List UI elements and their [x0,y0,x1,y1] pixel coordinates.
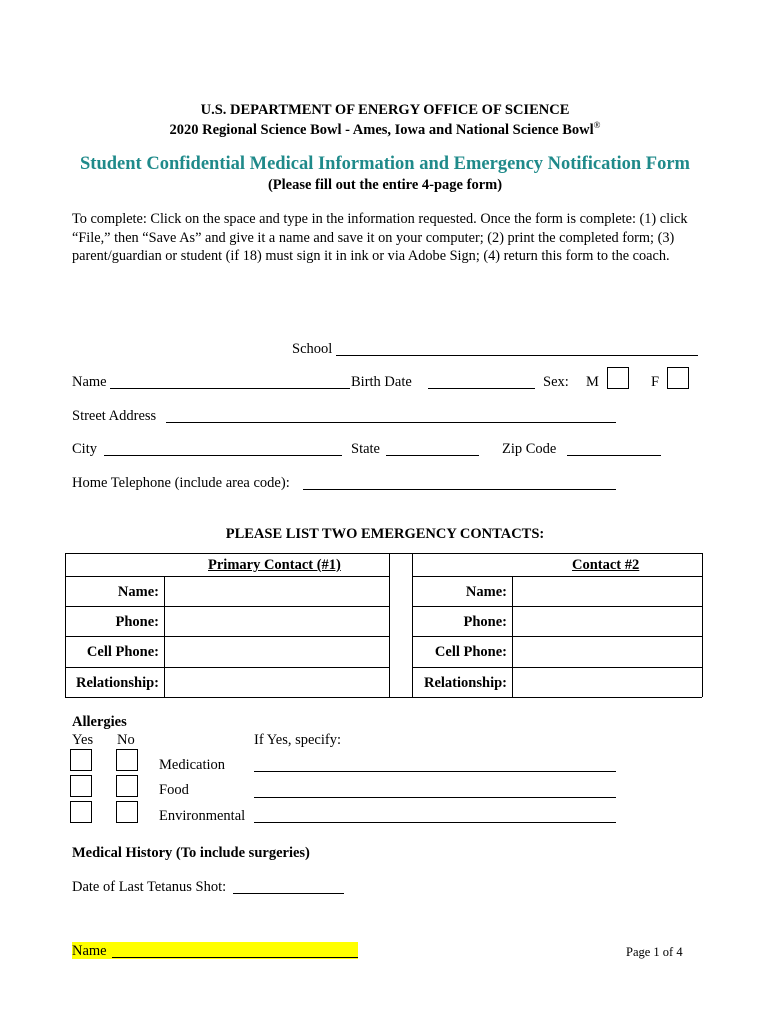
secondary-cell-input[interactable] [514,638,700,665]
medication-no-checkbox[interactable] [116,749,138,771]
allergies-specify-label: If Yes, specify: [254,732,341,748]
zip-label: Zip Code [502,441,557,457]
food-no-checkbox[interactable] [116,775,138,797]
registered-mark: ® [593,120,601,130]
environmental-field[interactable] [254,822,616,823]
sex-m-checkbox[interactable] [607,367,629,389]
street-field[interactable] [166,422,616,423]
medical-history-heading: Medical History (To include surgeries) [72,845,310,861]
home-phone-field[interactable] [303,489,616,490]
state-label: State [351,441,380,457]
state-field[interactable] [386,455,479,456]
primary-name-label: Name: [117,584,159,600]
secondary-name-input[interactable] [514,578,700,605]
street-label: Street Address [72,408,157,424]
medication-field[interactable] [254,771,616,772]
contacts-heading: PLEASE LIST TWO EMERGENCY CONTACTS: [225,526,545,542]
city-label: City [72,441,97,457]
agency-header: U.S. DEPARTMENT OF ENERGY OFFICE OF SCIENCE [200,102,570,118]
secondary-phone-label: Phone: [463,614,507,630]
footer-name-label: Name [72,943,107,959]
secondary-phone-input[interactable] [514,608,700,635]
primary-relationship-input[interactable] [166,669,387,696]
sex-f-checkbox[interactable] [667,367,689,389]
footer-name-field[interactable] [112,957,358,958]
sex-f-label: F [651,374,660,390]
food-field[interactable] [254,797,616,798]
home-phone-label: Home Telephone (include area code): [72,475,290,491]
food-yes-checkbox[interactable] [70,775,92,797]
primary-contact-header: Primary Contact (#1) [208,557,341,573]
event-header-text: 2020 Regional Science Bowl - Ames, Iowa and National Science Bowl [169,121,594,138]
primary-phone-label: Phone: [115,614,159,630]
tetanus-field[interactable] [233,893,344,894]
secondary-name-label: Name: [465,584,507,600]
page-number: Page 1 of 4 [626,945,683,959]
environmental-label: Environmental [159,808,246,824]
primary-phone-input[interactable] [166,608,387,635]
allergies-no-label: No [117,732,135,748]
name-label: Name [72,374,107,390]
primary-cell-input[interactable] [166,638,387,665]
instructions-text: To complete: Click on the space and type in the information requested. Once the form is complete: (1) click “File,” then “Save As” and give it a name and save it on your computer; (2) print the completed form; (3) parent/guardian or student (if 18) must sign it in ink or via Adobe Sign; (4) return this form to the coach. [72,211,688,265]
environmental-yes-checkbox[interactable] [70,801,92,823]
school-label: School [292,341,333,357]
allergies-yes-label: Yes [72,732,94,748]
medication-label: Medication [159,757,226,773]
birth-date-field[interactable] [428,388,535,389]
tetanus-label: Date of Last Tetanus Shot: [72,879,227,895]
secondary-relationship-input[interactable] [514,669,700,696]
environmental-no-checkbox[interactable] [116,801,138,823]
birth-date-label: Birth Date [351,374,412,390]
medication-yes-checkbox[interactable] [70,749,92,771]
secondary-relationship-label: Relationship: [424,675,507,691]
name-field[interactable] [110,388,350,389]
secondary-cell-label: Cell Phone: [434,644,507,660]
sex-m-label: M [586,374,599,390]
sex-label: Sex: [543,374,569,390]
primary-relationship-label: Relationship: [76,675,159,691]
form-title: Student Confidential Medical Information and Emergency Notification Form [80,154,690,174]
secondary-contact-header: Contact #2 [572,557,640,573]
city-field[interactable] [104,455,342,456]
food-label: Food [159,782,189,798]
form-subtitle: (Please fill out the entire 4-page form) [267,177,503,193]
event-header [0,120,770,139]
primary-cell-label: Cell Phone: [86,644,159,660]
primary-name-input[interactable] [166,578,387,605]
allergies-heading: Allergies [72,714,127,730]
school-field[interactable] [336,355,698,356]
zip-field[interactable] [567,455,661,456]
